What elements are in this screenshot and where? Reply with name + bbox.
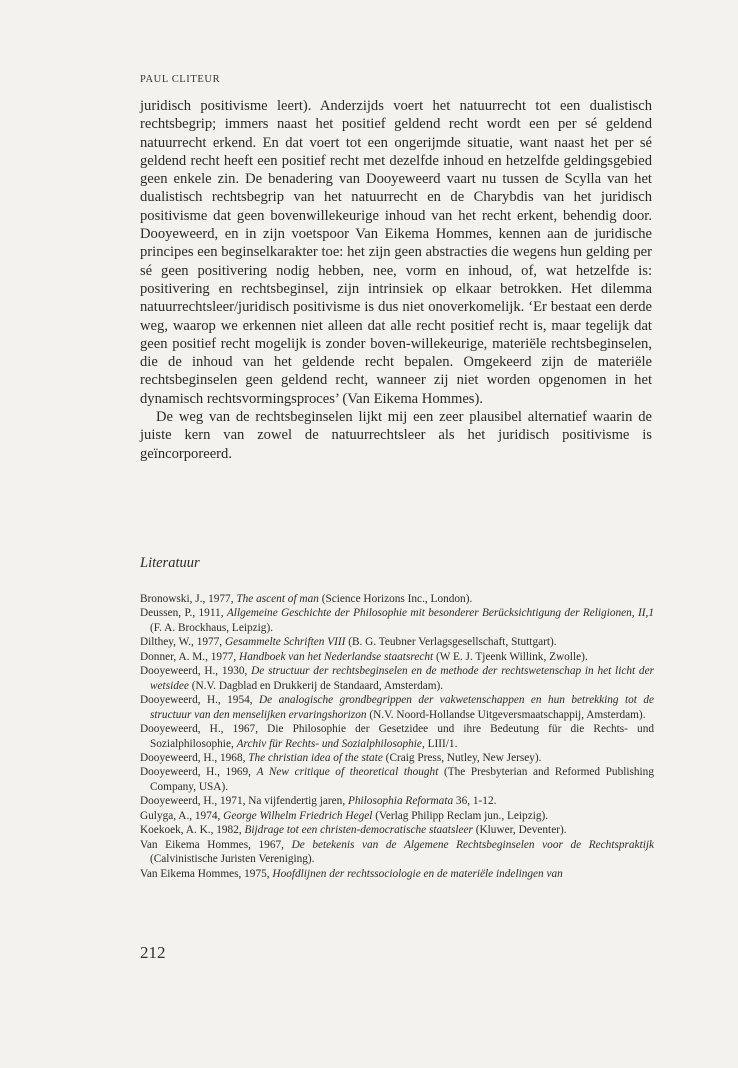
reference-author-year: Dooyeweerd, H., 1971, Na vijfendertig jaren,: [140, 795, 348, 808]
body-text: [140, 97, 652, 463]
reference-publisher: (Calvinistische Juristen Vereniging).: [150, 853, 315, 866]
reference-title: The ascent of man: [236, 593, 319, 605]
reference-entry: [140, 650, 654, 664]
reference-publisher: (Science Horizons Inc., London).: [318, 593, 473, 605]
reference-entry: [140, 838, 654, 867]
reference-title: A New critique of theoretical thought: [256, 766, 439, 779]
reference-author-year: Dooyeweerd, H., 1930,: [140, 665, 252, 678]
reference-entry: [140, 664, 654, 693]
reference-title: Bijdrage tot een christen-democratische staatsleer: [244, 824, 473, 837]
reference-entry: [140, 592, 654, 606]
reference-entry: [140, 693, 654, 722]
reference-title: Handboek van het Nederlandse staatsrecht: [239, 650, 434, 663]
reference-publisher: (W E. J. Tjeenk Willink, Zwolle).: [433, 650, 588, 663]
reference-publisher: LIII/1.: [424, 737, 458, 750]
reference-title: Allgemeine Geschichte der Philosophie mit besonderer Berücksichtigung der Religionen, II,1: [226, 607, 654, 620]
reference-title: Philosophia Reformata: [347, 795, 454, 808]
reference-author-year: Dooyeweerd, H., 1954,: [140, 694, 259, 707]
reference-publisher: (F. A. Brockhaus, Leipzig).: [150, 621, 274, 634]
reference-list: [140, 592, 654, 881]
reference-publisher: (Verlag Philipp Reclam jun., Leipzig).: [372, 809, 549, 822]
reference-author-year: Van Eikema Hommes, 1975,: [140, 867, 273, 880]
reference-entry: [140, 722, 654, 751]
reference-title: Hoofdlijnen der rechtssociologie en de materiële indelingen van: [272, 867, 563, 880]
body-paragraph-1: juridisch positivisme leert). Anderzijds voert het natuurrecht tot een dualistisch rechtsbegrip; immers naast het positief geldend recht wordt een per sé geldend natuurrecht erkend. En dat voert tot een ongerijmde situatie, want naast het per sé geldend recht heeft een positief recht met dezelfde inhoud en hetzelfde geldingsgebied geen enkele zin. De benadering van Dooyeweerd vaart nu tussen de Scylla van het dualistisch rechtsbegrip van het natuurrecht en de Charybdis van het juridisch positivisme dat geen bovenwillekeurige inhoud van het recht erkent, behendig door. Dooyeweerd, en in zijn voetspoor Van Eikema Hommes, kennen aan de juridische principes een beginselkarakter toe: het zijn geen abstracties die wegens hun gelding per sé geen positivering nodig hebben, nee, vorm en inhoud, of, wat hetzelfde is: positivering en rechtsbeginsel, zijn intrinsiek op elkaar betrokken. Het dilemma natuurrechtsleer/juridisch positivisme is dus niet onoverkomelijk. ‘Er bestaat een derde weg, waarop we erkennen niet alleen dat alle recht positief recht is, maar tegelijk dat geen positief recht mogelijk is zonder boven-willekeurige, materiële rechtsbeginselen, die de inhoud van het geldende recht bepalen. Omgekeerd zijn de materiële rechtsbeginselen geen geldend recht, wanneer zij niet worden opgenomen in het dynamisch rechtsvormingsproces’ (Van Eikema Hommes).: [140, 98, 652, 407]
reference-title: George Wilhelm Friedrich Hegel: [223, 809, 373, 822]
reference-author-year: Gulyga, A., 1974,: [140, 809, 224, 822]
reference-entry: [140, 809, 654, 823]
reference-title: The christian idea of the state: [248, 751, 383, 764]
literature-heading: Literatuur: [140, 555, 200, 571]
reference-entry: [140, 867, 654, 881]
reference-entry: [140, 606, 654, 635]
reference-title: De structuur der rechtsbeginselen en de methode der rechtswetenschap in het licht der wetsidee: [150, 665, 654, 692]
reference-author-year: Koekoek, A. K., 1982,: [140, 824, 245, 837]
reference-author-year: Dilthey, W., 1977,: [140, 636, 225, 649]
body-paragraph-2: De weg van de rechtsbeginselen lijkt mij een zeer plausibel alternatief waarin de juiste kern van zowel de natuurrechtsleer als het juridisch positivisme is geïncorporeerd.: [140, 409, 652, 462]
reference-publisher: (N.V. Noord-Hollandse Uitgeversmaatschappij, Amsterdam).: [366, 708, 646, 721]
reference-publisher: (Craig Press, Nutley, New Jersey).: [382, 751, 542, 764]
reference-title: De analogische grondbegrippen der vakwetenschappen en hun betrekking tot de structuur van den menselijken ervaringshorizon: [150, 694, 654, 721]
reference-title: De betekenis van de Algemene Rechtsbeginselen voor de Rechtspraktijk: [291, 838, 655, 851]
reference-entry: [140, 765, 654, 794]
reference-author-year: Dooyeweerd, H., 1967, Die Philosophie der Gesetzidee und ihre Bedeutung für die Rechts- und Sozialphilosophie,: [140, 723, 654, 750]
reference-author-year: Van Eikema Hommes, 1967,: [140, 838, 292, 851]
reference-entry: [140, 751, 654, 765]
reference-author-year: Dooyeweerd, H., 1969,: [140, 766, 257, 779]
reference-publisher: 36, 1-12.: [453, 795, 497, 808]
reference-author-year: Deussen, P., 1911,: [140, 607, 227, 620]
reference-entry: [140, 635, 654, 649]
reference-publisher: (B. G. Teubner Verlagsgesellschaft, Stuttgart).: [345, 636, 557, 649]
running-head: PAUL CLITEUR: [140, 74, 221, 85]
reference-title: Archiv für Rechts- und Sozialphilosophie,: [236, 737, 425, 750]
reference-publisher: (The Presbyterian and Reformed Publishing Company, USA).: [150, 766, 654, 793]
reference-author-year: Dooyeweerd, H., 1968,: [140, 751, 249, 764]
reference-author-year: Donner, A. M., 1977,: [140, 650, 240, 663]
reference-title: Gesammelte Schriften VIII: [224, 636, 346, 649]
reference-publisher: (N.V. Dagblad en Drukkerij de Standaard, Amsterdam).: [188, 679, 444, 692]
reference-entry: [140, 823, 654, 837]
reference-publisher: (Kluwer, Deventer).: [472, 824, 567, 837]
page-number: 212: [140, 943, 166, 962]
reference-entry: [140, 794, 654, 808]
reference-author-year: Bronowski, J., 1977,: [140, 593, 237, 605]
